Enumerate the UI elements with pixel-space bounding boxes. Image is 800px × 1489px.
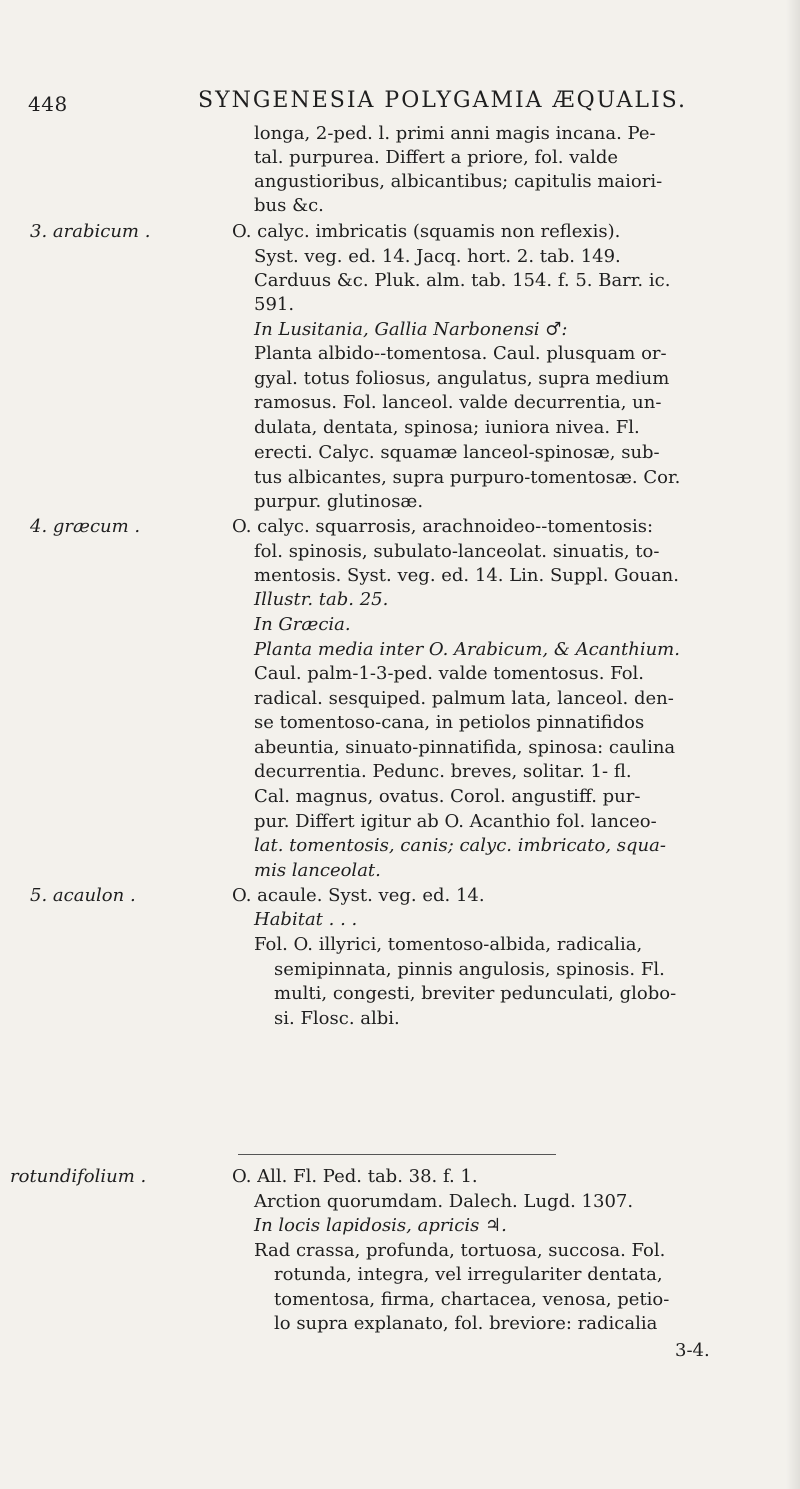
text-line: Arction quorumdam. Dalech. Lugd. 1307. [254, 1191, 634, 1212]
text-line: dulata, dentata, spinosa; iuniora nivea. Fl. [254, 417, 640, 438]
species-label-rotundifolium: rotundifolium . [10, 1166, 147, 1187]
text-line: 3-4. [675, 1340, 710, 1361]
text-line: tomentosa, firma, chartacea, venosa, petio- [274, 1289, 670, 1310]
text-line: Carduus &c. Pluk. alm. tab. 154. f. 5. Barr. ic. [254, 270, 671, 291]
text-line: lo supra explanato, fol. breviore: radicalia [274, 1313, 658, 1334]
species-label-graecum: 4. græcum . [30, 516, 141, 537]
text-line: Habitat . . . [254, 909, 358, 930]
text-line: Planta albido--tomentosa. Caul. plusquam or- [254, 343, 667, 364]
text-line: In Lusitania, Gallia Narbonensi ♂: [254, 319, 568, 340]
text-line: purpur. glutinosæ. [254, 491, 424, 512]
text-line: pur. Differt igitur ab O. Acanthio fol. lanceo- [254, 811, 657, 832]
text-line: Caul. palm-1-3-ped. valde tomentosus. Fol. [254, 663, 645, 684]
text-line: Illustr. tab. 25. [254, 589, 389, 610]
text-line: erecti. Calyc. squamæ lanceol-spinosæ, sub- [254, 442, 660, 463]
text-line: 591. [254, 294, 295, 315]
text-line: fol. spinosis, subulato-lanceolat. sinuatis, to- [254, 541, 660, 562]
text-line: longa, 2-ped. l. primi anni magis incana. Pe- [254, 123, 656, 144]
text-line: O. calyc. imbricatis (squamis non reflexis). [232, 221, 621, 242]
text-line: O. calyc. squarrosis, arachnoideo--tomentosis: [232, 516, 654, 537]
text-line: Rad crassa, profunda, tortuosa, succosa. Fol. [254, 1240, 666, 1261]
text-line: rotunda, integra, vel irregulariter dentata, [274, 1264, 663, 1285]
species-label-arabicum: 3. arabicum . [30, 221, 151, 242]
text-line: mentosis. Syst. veg. ed. 14. Lin. Suppl. Gouan. [254, 565, 679, 586]
text-line: angustioribus, albicantibus; capitulis maiori- [254, 171, 663, 192]
text-line: Fol. O. illyrici, tomentoso-albida, radicalia, [254, 934, 643, 955]
section-divider [238, 1154, 556, 1155]
page-number: 448 [28, 92, 68, 116]
page-edge-shadow [786, 0, 800, 1489]
text-line: semipinnata, pinnis angulosis, spinosis. Fl. [274, 959, 665, 980]
text-line: Cal. magnus, ovatus. Corol. angustiff. pur- [254, 786, 641, 807]
text-line: abeuntia, sinuato-pinnatifida, spinosa: caulina [254, 737, 676, 758]
text-line: ramosus. Fol. lanceol. valde decurrentia, un- [254, 392, 662, 413]
text-line: decurrentia. Pedunc. breves, solitar. 1- fl. [254, 761, 632, 782]
text-line: si. Flosc. albi. [274, 1008, 400, 1029]
text-line: Syst. veg. ed. 14. Jacq. hort. 2. tab. 149. [254, 246, 621, 267]
running-title: SYNGENESIA POLYGAMIA ÆQUALIS. [198, 88, 687, 113]
text-line: tus albicantes, supra purpuro-tomentosæ. Cor. [254, 467, 681, 488]
text-line: lat. tomentosis, canis; calyc. imbricato, squa- [254, 835, 666, 856]
text-line: mis lanceolat. [254, 860, 381, 881]
text-line: multi, congesti, breviter pedunculati, globo- [274, 983, 677, 1004]
text-line: se tomentoso-cana, in petiolos pinnatifidos [254, 712, 645, 733]
text-line: bus &c. [254, 195, 324, 216]
text-line: In Græcia. [254, 614, 351, 635]
text-line: In locis lapidosis, apricis ♃. [254, 1215, 507, 1236]
text-line: tal. purpurea. Differt a priore, fol. valde [254, 147, 619, 168]
text-line: Planta media inter O. Arabicum, & Acanthium. [254, 639, 680, 660]
text-line: gyal. totus foliosus, angulatus, supra medium [254, 368, 670, 389]
text-line: radical. sesquiped. palmum lata, lanceol. den- [254, 688, 674, 709]
text-line: O. All. Fl. Ped. tab. 38. f. 1. [232, 1166, 478, 1187]
species-label-acaulon: 5. acaulon . [30, 885, 136, 906]
text-line: O. acaule. Syst. veg. ed. 14. [232, 885, 485, 906]
